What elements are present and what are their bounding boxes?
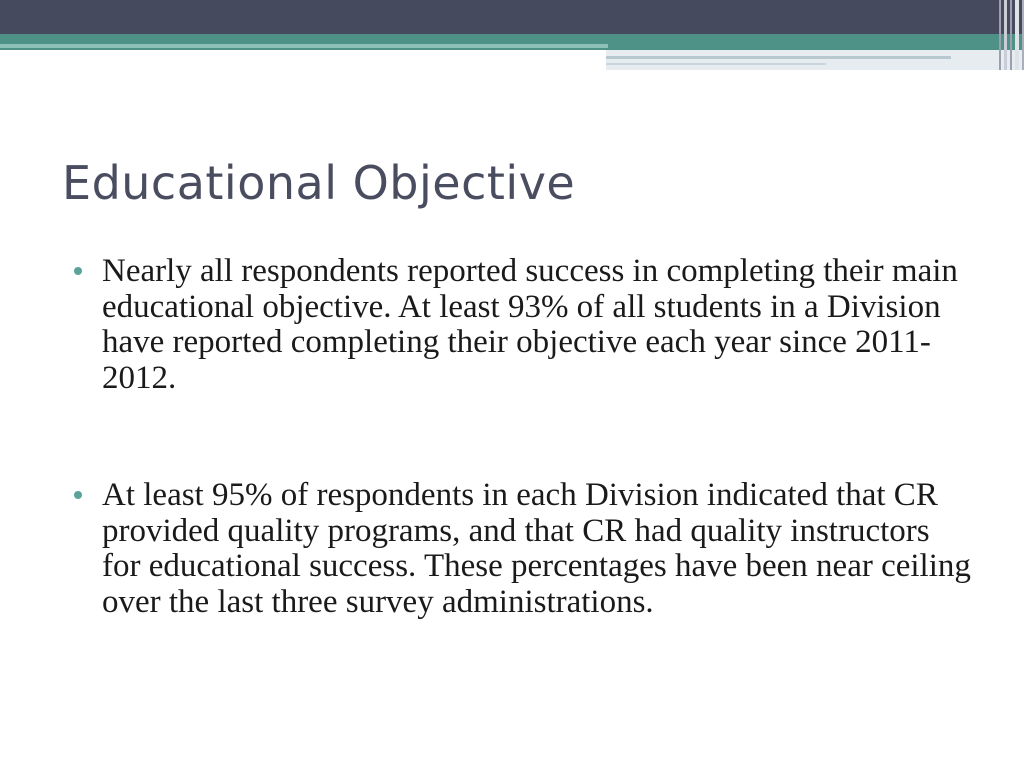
bullet-dot-icon <box>74 491 82 499</box>
bullet-text: Nearly all respondents reported success in completing their main educational objective. At least 93% of all students in a Division have reported completing their objective each year since 2011-2012. <box>102 253 958 396</box>
header-vertical-stripes <box>994 0 1024 70</box>
header-accent-line <box>606 56 951 59</box>
header-accent-block <box>606 50 1024 70</box>
bullet-list <box>72 254 972 620</box>
slide-title: Educational Objective <box>62 156 576 210</box>
bullet-item <box>72 478 972 620</box>
bullet-text: At least 95% of respondents in each Division indicated that CR provided quality programs, and that CR had quality instructors for educational success. These percentages have been near ceiling over the last three survey administrations. <box>102 477 971 620</box>
header-accent-line <box>606 63 826 65</box>
bullet-item <box>72 254 972 396</box>
header-band-dark <box>0 0 1024 34</box>
bullet-dot-icon <box>74 267 82 275</box>
header-band-teal-highlight <box>0 44 608 48</box>
